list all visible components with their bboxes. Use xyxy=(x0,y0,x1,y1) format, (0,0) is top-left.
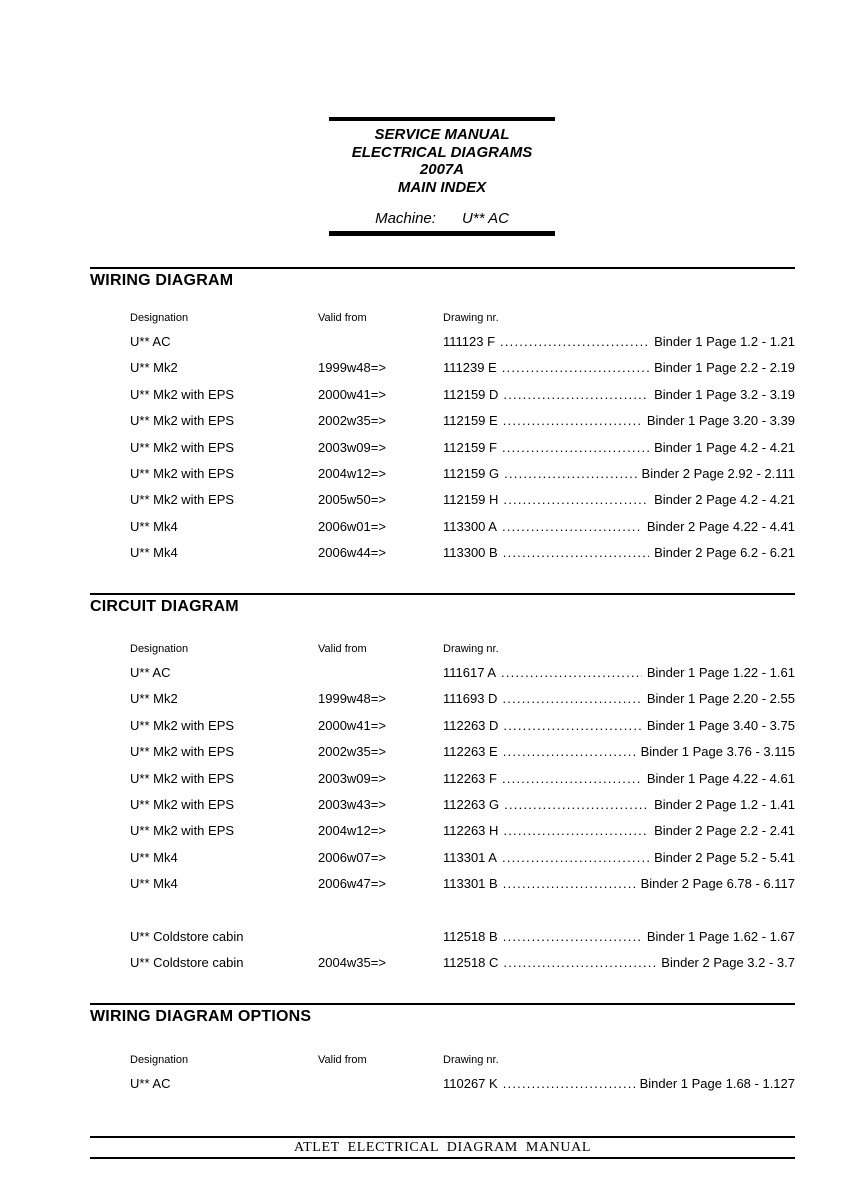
row-designation: U** Mk4 xyxy=(130,545,178,561)
title-block xyxy=(329,117,555,236)
row-drawing xyxy=(443,413,795,428)
table-row xyxy=(90,492,795,518)
table-row xyxy=(90,466,795,492)
row-valid-from: 2006w01=> xyxy=(318,518,386,534)
dot-leader xyxy=(502,360,649,375)
dot-leader xyxy=(502,519,642,534)
section-heading: WIRING DIAGRAM OPTIONS xyxy=(90,1008,312,1025)
table-row xyxy=(90,665,795,691)
row-drawing xyxy=(443,823,795,838)
drawing-number: 112263 G xyxy=(443,796,500,812)
dot-leader xyxy=(503,876,636,891)
row-designation: U** Mk2 with EPS xyxy=(130,413,235,429)
binder-page-ref: Binder 1 Page 4.2 - 4.21 xyxy=(654,439,795,455)
binder-page-ref: Binder 2 Page 4.2 - 4.21 xyxy=(654,492,795,508)
row-drawing xyxy=(443,929,795,944)
row-designation: U** Mk2 with EPS xyxy=(130,465,235,481)
dot-leader xyxy=(503,718,641,733)
row-drawing xyxy=(443,545,795,560)
row-designation: U** Mk2 xyxy=(130,360,178,376)
binder-page-ref: Binder 1 Page 3.2 - 3.19 xyxy=(654,386,795,402)
row-designation: U** Coldstore cabin xyxy=(130,928,244,944)
table-rows xyxy=(90,334,795,572)
row-drawing xyxy=(443,387,795,402)
section-heading: WIRING DIAGRAM xyxy=(90,272,234,289)
row-designation: U** AC xyxy=(130,665,171,680)
row-valid-from: 1999w48=> xyxy=(318,691,386,707)
title-line: SERVICE MANUAL xyxy=(374,126,510,143)
dot-leader xyxy=(503,929,642,944)
drawing-number: 112159 D xyxy=(443,386,499,402)
table-row xyxy=(90,797,795,823)
dot-leader xyxy=(502,440,649,455)
row-valid-from: 2004w35=> xyxy=(318,955,386,971)
row-designation: U** Mk2 with EPS xyxy=(130,796,235,812)
table-row xyxy=(90,955,795,981)
col-valid-from: Valid from xyxy=(318,643,367,655)
section-wiring-diagram-options xyxy=(90,1003,795,1091)
binder-page-ref: Binder 2 Page 4.22 - 4.41 xyxy=(646,518,795,534)
row-valid-from: 2005w50=> xyxy=(318,492,386,508)
drawing-number: 112263 H xyxy=(443,823,499,839)
table-row xyxy=(90,718,795,744)
row-designation: U** Mk2 with EPS xyxy=(130,439,235,455)
row-drawing xyxy=(443,466,795,481)
dot-leader xyxy=(502,771,642,786)
section-heading: CIRCUIT DIAGRAM xyxy=(90,598,239,615)
drawing-number: 112518 C xyxy=(443,955,499,971)
drawing-number: 112159 F xyxy=(443,439,497,455)
row-valid-from: 2006w07=> xyxy=(318,849,386,865)
row-designation: U** AC xyxy=(130,334,171,349)
drawing-number: 112518 B xyxy=(443,928,498,944)
page-footer xyxy=(90,1136,795,1159)
row-drawing xyxy=(443,955,795,970)
row-drawing xyxy=(443,744,795,759)
row-designation: U** Mk2 with EPS xyxy=(130,717,235,733)
table-row xyxy=(90,771,795,797)
dot-leader xyxy=(503,744,636,759)
row-valid-from: 2002w35=> xyxy=(318,744,386,760)
table-row xyxy=(90,519,795,545)
row-designation: U** Mk2 xyxy=(130,691,178,707)
row-valid-from: 2000w41=> xyxy=(318,386,386,402)
title-block-bottom-bar xyxy=(329,231,555,236)
drawing-number: 112159 G xyxy=(443,465,500,481)
title-line: 2007A xyxy=(419,161,465,179)
table-row xyxy=(90,413,795,439)
col-drawing-nr: Drawing nr. xyxy=(443,643,499,655)
binder-page-ref: Binder 2 Page 5.2 - 5.41 xyxy=(654,849,795,865)
table-row xyxy=(90,440,795,466)
title-block-top-bar xyxy=(329,117,555,121)
drawing-number: 112263 F xyxy=(443,770,497,786)
table-row xyxy=(90,850,795,876)
drawing-number: 112159 H xyxy=(443,492,499,508)
row-valid-from: 2003w43=> xyxy=(318,796,386,812)
row-designation: U** Mk4 xyxy=(130,849,178,865)
binder-page-ref: Binder 1 Page 4.22 - 4.61 xyxy=(646,770,795,786)
dot-leader xyxy=(502,691,641,706)
binder-page-ref: Binder 1 Page 2.20 - 2.55 xyxy=(646,691,795,707)
dot-leader xyxy=(500,334,649,349)
table-row xyxy=(90,334,795,360)
row-drawing xyxy=(443,771,795,786)
row-drawing xyxy=(443,492,795,507)
machine-label: Machine: xyxy=(375,209,436,227)
dot-leader xyxy=(502,850,649,865)
dot-leader xyxy=(503,413,642,428)
title-line: MAIN INDEX xyxy=(397,179,487,197)
binder-page-ref: Binder 2 Page 3.2 - 3.7 xyxy=(661,955,795,971)
drawing-number: 113300 B xyxy=(443,545,498,561)
table-row xyxy=(90,545,795,571)
dot-leader xyxy=(501,665,642,680)
row-valid-from: 2006w47=> xyxy=(318,876,386,892)
row-designation: U** Mk2 with EPS xyxy=(130,770,235,786)
dot-leader xyxy=(504,466,636,481)
table-row xyxy=(90,360,795,386)
dot-leader xyxy=(503,387,649,402)
binder-page-ref: Binder 1 Page 1.62 - 1.67 xyxy=(646,928,795,944)
title-lines xyxy=(329,126,555,197)
table-rows xyxy=(90,1076,795,1102)
row-drawing xyxy=(443,1076,795,1091)
row-valid-from: 1999w48=> xyxy=(318,360,386,376)
row-valid-from: 2003w09=> xyxy=(318,770,386,786)
row-drawing xyxy=(443,876,795,891)
binder-page-ref: Binder 1 Page 1.22 - 1.61 xyxy=(646,665,795,680)
binder-page-ref: Binder 1 Page 3.20 - 3.39 xyxy=(646,413,795,429)
drawing-number: 111693 D xyxy=(443,691,498,707)
drawing-number: 112263 E xyxy=(443,744,498,760)
row-designation: U** Mk2 with EPS xyxy=(130,492,235,508)
drawing-number: 112263 D xyxy=(443,717,499,733)
col-drawing-nr: Drawing nr. xyxy=(443,1054,499,1066)
binder-page-ref: Binder 2 Page 6.2 - 6.21 xyxy=(654,545,795,561)
drawing-number: 113300 A xyxy=(443,518,497,534)
dot-leader xyxy=(503,492,649,507)
dot-leader xyxy=(503,545,649,560)
row-valid-from: 2006w44=> xyxy=(318,545,386,561)
row-valid-from: 2002w35=> xyxy=(318,413,386,429)
row-designation: U** Mk2 with EPS xyxy=(130,386,235,402)
col-designation: Designation xyxy=(130,1054,189,1066)
binder-page-ref: Binder 1 Page 1.68 - 1.127 xyxy=(639,1076,795,1091)
table-row xyxy=(90,1076,795,1102)
row-drawing xyxy=(443,850,795,865)
row-drawing xyxy=(443,360,795,375)
row-drawing xyxy=(443,718,795,733)
machine-value: U** AC xyxy=(461,209,509,227)
row-drawing xyxy=(443,797,795,812)
section-circuit-diagram xyxy=(90,593,795,971)
section-wiring-diagram xyxy=(90,267,795,561)
col-designation: Designation xyxy=(130,312,189,324)
col-valid-from: Valid from xyxy=(318,1054,367,1066)
table-row xyxy=(90,744,795,770)
binder-page-ref: Binder 1 Page 2.2 - 2.19 xyxy=(654,360,795,376)
drawing-number: 110267 K xyxy=(443,1076,498,1091)
row-valid-from: 2004w12=> xyxy=(318,465,386,481)
row-drawing xyxy=(443,440,795,455)
dot-leader xyxy=(503,955,656,970)
col-drawing-nr: Drawing nr. xyxy=(443,312,499,324)
binder-page-ref: Binder 2 Page 2.2 - 2.41 xyxy=(654,823,795,839)
table-rows xyxy=(90,665,795,982)
drawing-number: 113301 A xyxy=(443,849,497,865)
binder-page-ref: Binder 2 Page 1.2 - 1.41 xyxy=(654,796,795,812)
table-row xyxy=(90,823,795,849)
binder-page-ref: Binder 2 Page 6.78 - 6.117 xyxy=(640,876,795,892)
row-designation: U** Mk2 with EPS xyxy=(130,823,235,839)
machine-line xyxy=(329,210,555,227)
row-designation: U** Coldstore cabin xyxy=(130,955,244,971)
drawing-number: 111617 A xyxy=(443,665,497,680)
drawing-number: 112159 E xyxy=(443,413,498,429)
col-designation: Designation xyxy=(130,643,189,655)
title-line: ELECTRICAL DIAGRAMS xyxy=(351,143,533,161)
binder-page-ref: Binder 1 Page 3.40 - 3.75 xyxy=(646,717,795,733)
row-drawing xyxy=(443,519,795,534)
row-designation: U** Mk4 xyxy=(130,876,178,892)
binder-page-ref: Binder 1 Page 3.76 - 3.115 xyxy=(640,744,795,760)
table-row xyxy=(90,691,795,717)
dot-leader xyxy=(503,1076,635,1091)
table-row xyxy=(90,929,795,955)
row-valid-from: 2000w41=> xyxy=(318,717,386,733)
footer-text: ATLET ELECTRICAL DIAGRAM MANUAL xyxy=(294,1140,591,1155)
row-drawing xyxy=(443,665,795,680)
row-valid-from: 2004w12=> xyxy=(318,823,386,839)
binder-page-ref: Binder 1 Page 1.2 - 1.21 xyxy=(654,334,795,349)
drawing-number: 111123 F xyxy=(443,334,496,349)
row-designation: U** Mk2 with EPS xyxy=(130,744,235,760)
row-designation: U** Mk4 xyxy=(130,518,178,534)
drawing-number: 111239 E xyxy=(443,360,497,376)
row-drawing xyxy=(443,691,795,706)
table-row xyxy=(90,387,795,413)
table-row xyxy=(90,876,795,902)
row-drawing xyxy=(443,334,795,349)
binder-page-ref: Binder 2 Page 2.92 - 2.111 xyxy=(641,465,795,481)
row-valid-from: 2003w09=> xyxy=(318,439,386,455)
dot-leader xyxy=(503,823,649,838)
dot-leader xyxy=(504,797,649,812)
col-valid-from: Valid from xyxy=(318,312,367,324)
row-designation: U** AC xyxy=(130,1076,171,1091)
drawing-number: 113301 B xyxy=(443,876,498,892)
